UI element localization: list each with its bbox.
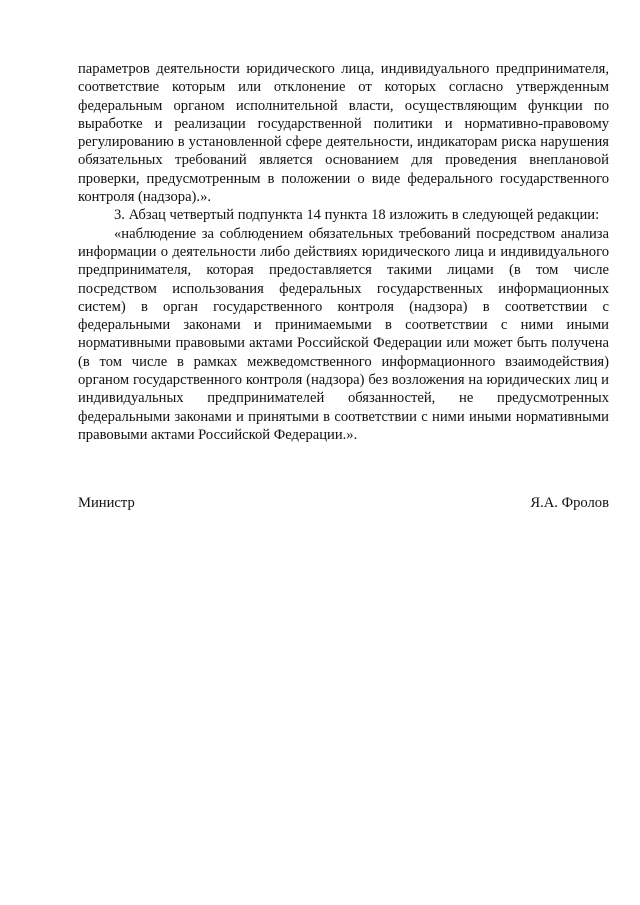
signature-position: Министр	[78, 495, 135, 511]
paragraph-item-3: 3. Абзац четвертый подпункта 14 пункта 18 изложить в следующей редакции:	[114, 207, 600, 224]
paragraph-continuation: параметров деятельности юридического лица, индивидуального предпринимателя, соответствие которым или отклонение от которых согласно утвержденным федеральным органом исполнительной власти, осуществляющим функции по выработке и реализации государственной политики и нормативно-правовому регулированию в установленной сфере деятельности, индикаторам риска нарушения обязательных требований является основанием для проведения внеплановой проверки, предусмотренным в положении о виде федерального государственного контроля (надзора).».	[78, 61, 609, 206]
document-body	[78, 60, 609, 444]
paragraph-quoted-text: «наблюдение за соблюдением обязательных требований посредством анализа информации о деятельности либо действиях юридического лица и индивидуального предпринимателя, которая предоставляется такими лицами (в том числе посредством использования федеральных государственных информационных систем) в орган государственного контроля (надзора) в соответствии с федеральными законами и принимаемыми в соответствии с ними иными нормативными правовыми актами Российской Федерации или может быть получена (в том числе в рамках межведомственного информационного взаимодействия) органом государственного контроля (надзора) без возложения на юридических лиц и индивидуальных предпринимателей обязанностей, не предусмотренных федеральными законами и принятыми в соответствии с ними иными нормативными правовыми актами Российской Федерации.».	[78, 225, 609, 443]
signature-block	[78, 494, 609, 512]
signature-name: Я.А. Фролов	[530, 495, 609, 511]
